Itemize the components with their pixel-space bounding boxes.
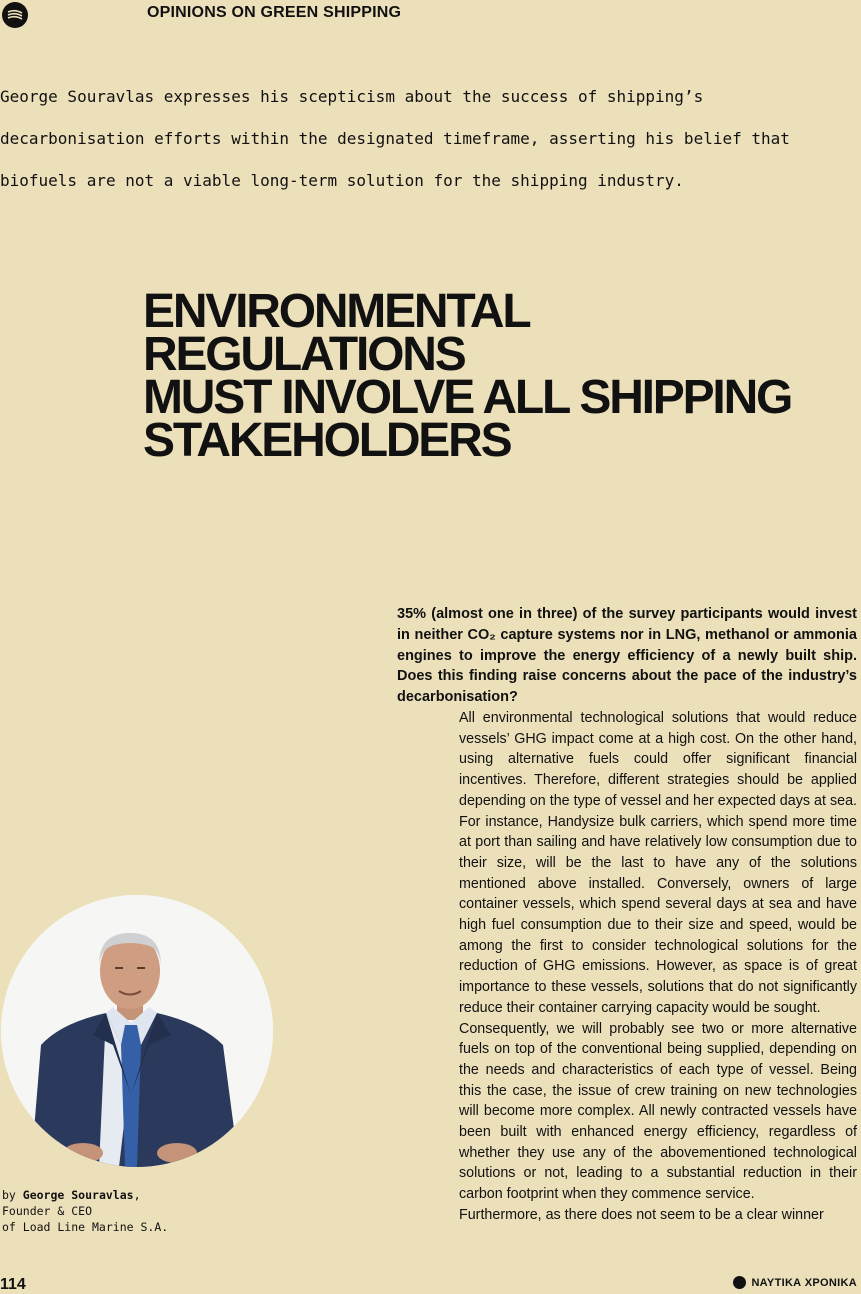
page-number: 114 — [0, 1276, 26, 1293]
intro-line: George Souravlas expresses his scepticism about the success of shipping’s — [0, 87, 704, 106]
publisher-name: ΝΑΥΤΙΚΑ ΧΡΟΝΙΚΑ — [751, 1276, 857, 1289]
publisher-logo-icon — [733, 1276, 746, 1289]
magazine-logo-icon — [2, 2, 28, 28]
byline-suffix: , — [133, 1188, 141, 1202]
byline-name-row — [2, 1187, 168, 1203]
intro-standfirst — [0, 65, 860, 212]
interview-question: 35% (almost one in three) of the survey participants would invest in neither CO₂ capture systems nor in LNG, methanol or ammonia engines to improve the energy efficiency of a newly built ship. Does this finding raise concerns about the pace of the industry’s decarbonisation? — [397, 606, 857, 706]
headline-line: ENVIRONMENTAL — [143, 285, 530, 338]
byline-prefix: by — [2, 1188, 23, 1202]
answer-paragraph: Consequently, we will probably see two or more alternative fuels on top of the conventional being supplied, depending on the needs and characteristics of each type of vessel. Being this the case, the issue of crew training on new technologies will become more complex. All newly contracted vessels have been built with enhanced energy efficiency, regardless of whether they use any of the abovementioned technological solutions or not, leading to a substantial reduction in their carbon footprint when they commence service. — [459, 1020, 857, 1203]
author-role: Founder & CEO — [2, 1204, 93, 1218]
answer-paragraph: Furthermore, as there does not seem to be a clear winner — [459, 1206, 824, 1223]
headline-line: STAKEHOLDERS — [143, 414, 511, 467]
interview-answer — [459, 708, 857, 1226]
headline-line: MUST INVOLVE ALL SHIPPING — [143, 371, 792, 424]
author-byline — [2, 1187, 168, 1235]
publisher-mark — [733, 1276, 857, 1289]
section-label: OPINIONS ON GREEN SHIPPING — [147, 4, 402, 21]
author-company: of Load Line Marine S.A. — [2, 1220, 169, 1234]
author-name: George Souravlas — [22, 1188, 134, 1202]
author-portrait — [1, 895, 273, 1167]
headline-line: REGULATIONS — [143, 328, 465, 381]
intro-line: biofuels are not a viable long-term solution for the shipping industry. — [0, 171, 684, 190]
answer-paragraph: All environmental technological solutions that would reduce vessels’ GHG impact come at a high cost. On the other hand, using alternative fuels could offer significant financial incentives. Therefore, different strategies should be applied depending on the type of vessel and her expected days at sea. For instance, Handysize bulk carriers, which spend more time at port than sailing and have relatively low consumption due to their size, will be the last to have any of the solutions mentioned above installed. Conversely, owners of large container vessels, which spend several days at sea and have high fuel consumption due to their size and speed, would be among the first to consider technological solutions for the reduction of GHG emissions. However, as space is of great importance to these vessels, solutions that do not significantly reduce their container carrying capacity would be sought. — [459, 710, 857, 1016]
intro-line: decarbonisation efforts within the designated timeframe, asserting his belief that — [0, 129, 790, 148]
article-headline — [143, 285, 861, 467]
